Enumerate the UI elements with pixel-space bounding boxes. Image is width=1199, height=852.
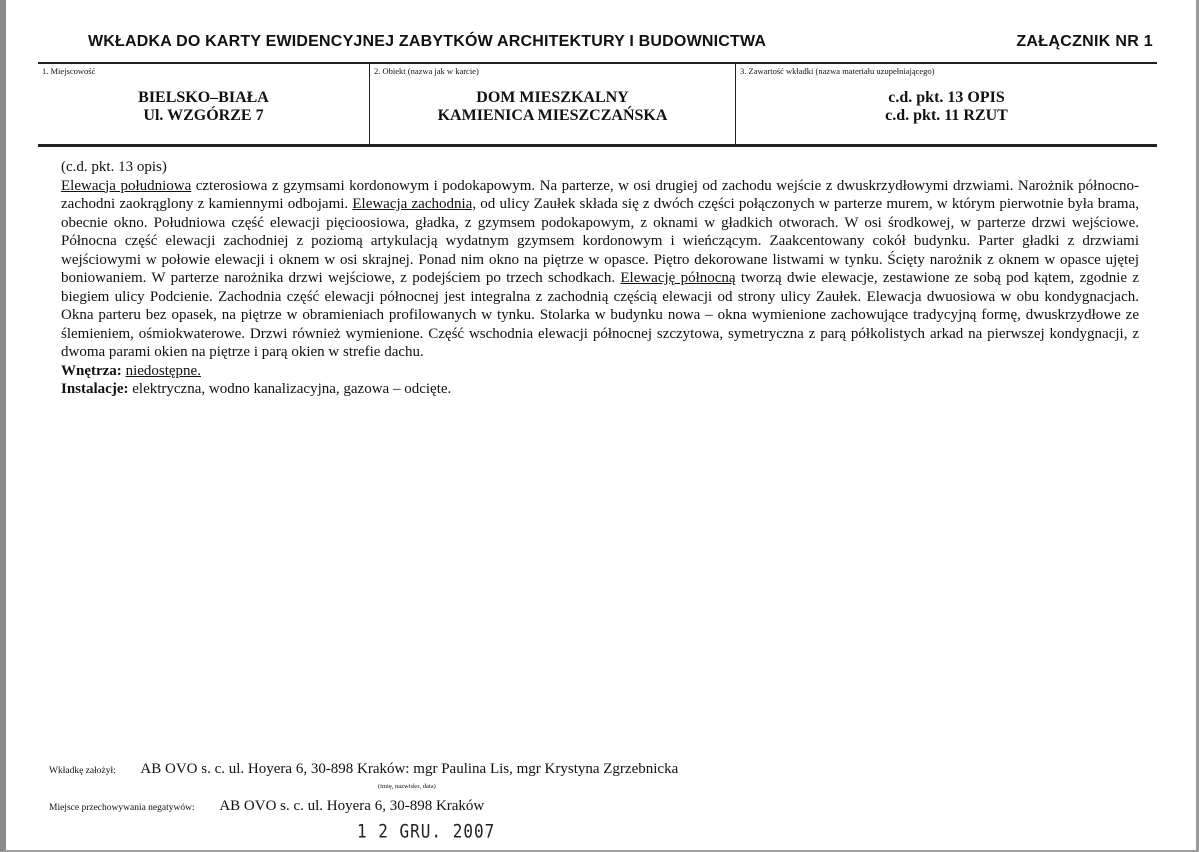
field-contents	[736, 64, 1157, 144]
description-text	[61, 158, 1139, 399]
header-fields-table	[38, 62, 1157, 147]
field-value	[370, 89, 735, 125]
storage-row	[49, 798, 484, 815]
annex-number: ZAŁĄCZNIK NR 1	[1016, 33, 1153, 50]
field-label: 3. Zawartość wkładki (nazwa materiału uzupełniającego)	[740, 66, 935, 76]
field-label: 1. Miejscowość	[42, 66, 96, 76]
west-elevation-heading: Elewacja zachodnia,	[352, 196, 477, 212]
author-label: Wkładkę założył:	[49, 766, 116, 776]
field-value-line: KAMIENICA MIESZCZAŃSKA	[437, 107, 668, 124]
storage-value: AB OVO s. c. ul. Hoyera 6, 30-898 Kraków	[219, 798, 485, 814]
document-title: WKŁADKA DO KARTY EWIDENCYJNEJ ZABYTKÓW ARCHITEKTURY I BUDOWNICTWA	[88, 33, 767, 50]
field-locality	[38, 64, 369, 144]
field-label: 2. Obiekt (nazwa jak w karcie)	[374, 66, 479, 76]
interiors-value: niedostępne.	[125, 362, 201, 379]
field-value	[736, 89, 1157, 125]
installations-label: Instalacje:	[61, 381, 129, 397]
date-stamp: 1 2 GRU. 2007	[357, 820, 496, 842]
field-value-line: BIELSKO–BIAŁA	[138, 89, 269, 106]
author-row	[49, 761, 678, 778]
storage-label: Miejsce przechowywania negatywów:	[49, 803, 195, 813]
field-value-line: c.d. pkt. 11 RZUT	[885, 107, 1008, 124]
north-elevation-heading: Elewację północną	[620, 270, 736, 286]
north-elevation-text: tworzą dwie elewacje, zestawione ze sobą pod kątem, zgodnie z biegiem ulicy Podcienie. Zachodnia część elewacji północnej jest integralna z zachodnią częścią elewacji od strony ulicy Zaułek. Elewacja dwuosiowa w obu kondygnacjach. Okna parteru bez opasek, na piętrze w obramieniach profilowanych w tynku. Stolarka w budynku nowa – okna wymienione zachowujące tradycyjną formę, dwuskrzydłowe ze ślemieniem, ośmiokwaterowe. Drzwi również wymienione. Część wschodnia elewacji północnej szczytowa, symetryczna z parą półkolistych arkad na pierwszej kondygnacji, z dwoma parami okien na piętrze i parą okien w strefie dachu.	[61, 270, 1139, 360]
south-elevation-text: czterosiowa z gzymsami kordonowym i podokapowym. Na parterze, w osi drugiej od zachodu wejście z dwuskrzydłowymi drzwiami. Narożnik północno-zachodni zaokrąglony z kamiennymi odbojami.	[61, 177, 1139, 212]
description-intro: (c.d. pkt. 13 opis)	[61, 159, 167, 175]
field-value-line: Ul. WZGÓRZE 7	[143, 107, 264, 124]
field-value-line: DOM MIESZKALNY	[476, 89, 629, 106]
west-elevation-text: od ulicy Zaułek składa się z dwóch części połączonych w parterze murem, w którym pierwotnie była brama, obecnie okno. Południowa część elewacji pięcioosiowa, gładka, z gzymsem podokapowym, z oknami w gładkich otworach. W osi środkowej, w parterze drzwi wejściowe. Północna część elewacji zachodniej z poziomą artykulacją wydatnym gzymsem kordonowym i wieńczącym. Zaakcentowany cokół budynku. Parter gładki z drzwiami wejściowymi w połowie elewacji i oknem w osi skrajnej. Ponad nim okno na piętrze w opasce. Piętro dekorowane listwami w tynku. Ścięty narożnik z oknem w opasce ujętej boniowaniem. W parterze narożnika drzwi wejściowe, z podejściem po trzech schodkach.	[61, 196, 1139, 286]
interiors-line	[61, 362, 1139, 381]
author-value: AB OVO s. c. ul. Hoyera 6, 30-898 Kraków: mgr Paulina Lis, mgr Krystyna Zgrzebnicka	[140, 761, 679, 777]
south-elevation-heading: Elewacja południowa	[61, 177, 192, 194]
installations-value: elektryczna, wodno kanalizacyjna, gazowa – odcięte.	[128, 381, 452, 397]
field-value-line: c.d. pkt. 13 OPIS	[888, 89, 1005, 106]
author-note: (imię, nazwisko, data)	[378, 783, 436, 790]
installations-line	[61, 380, 1139, 399]
table-bottom-rule	[38, 144, 1157, 147]
field-value	[38, 89, 369, 125]
description-paragraph	[61, 177, 1139, 362]
interiors-label: Wnętrza:	[61, 362, 122, 379]
field-object	[370, 64, 735, 144]
